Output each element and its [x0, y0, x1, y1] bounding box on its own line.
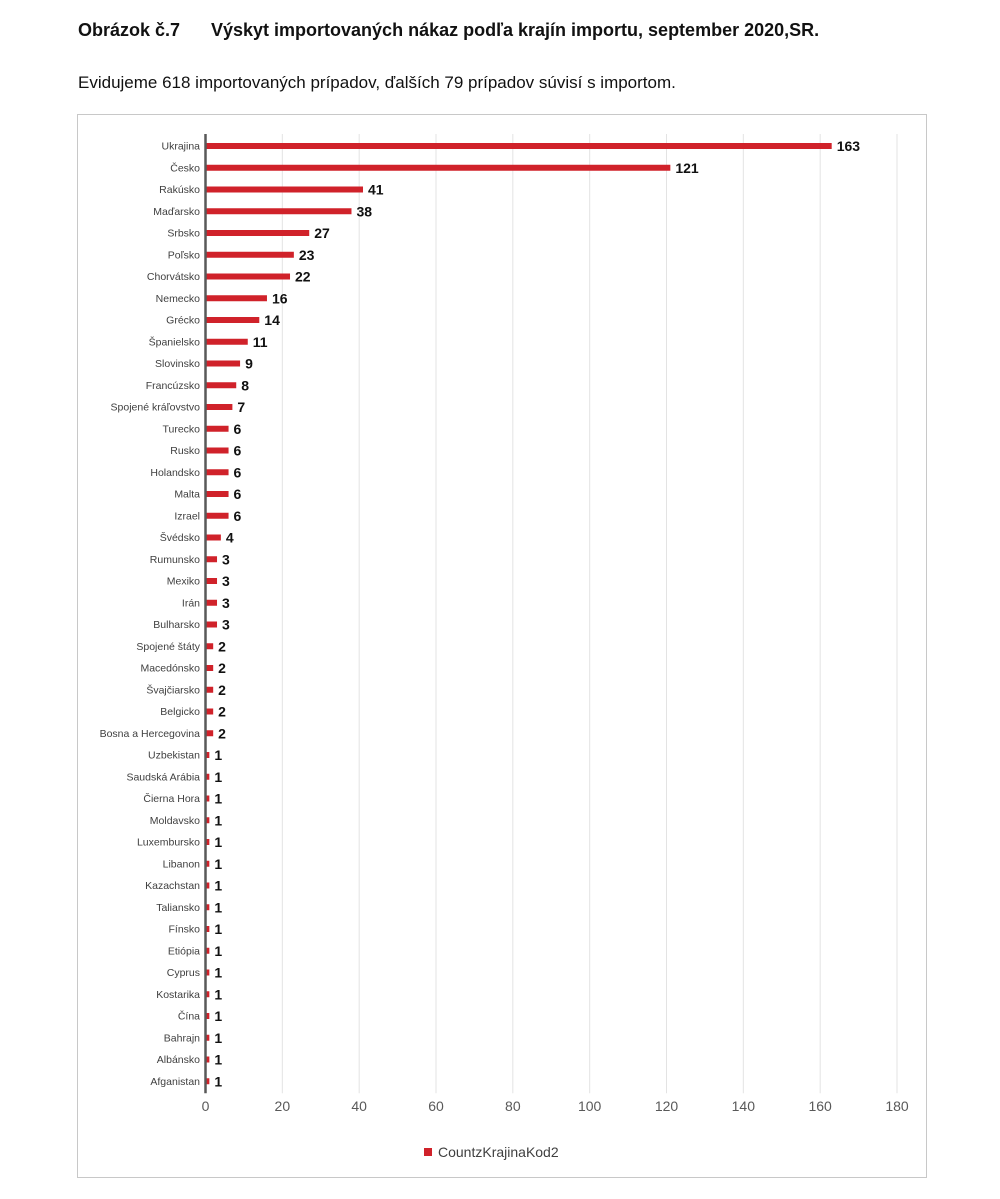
x-tick-label: 0 [201, 1098, 210, 1114]
category-label: Bosna a Hercegovina [99, 727, 200, 740]
data-label: 1 [214, 790, 223, 807]
category-label: Macedónsko [140, 662, 200, 675]
category-label: Poľsko [167, 249, 200, 262]
category-label: Albánsko [156, 1054, 200, 1066]
x-tick-label: 160 [808, 1098, 832, 1114]
data-label: 1 [214, 747, 223, 763]
bar [206, 535, 221, 541]
bar [206, 208, 352, 214]
bar [206, 187, 364, 193]
data-label: 1 [214, 1008, 223, 1024]
data-label: 1 [214, 1029, 223, 1046]
data-label: 163 [836, 138, 861, 154]
category-label: Rumunsko [149, 553, 200, 566]
bar [206, 578, 218, 584]
bar [206, 491, 229, 497]
bar [206, 513, 229, 519]
bar [206, 317, 260, 323]
data-label: 1 [214, 1073, 223, 1090]
bar [206, 339, 248, 345]
bar [206, 382, 237, 388]
data-label: 22 [295, 268, 311, 285]
category-label: Maďarsko [153, 205, 200, 218]
category-label: Grécko [166, 314, 200, 327]
figure-title-text: Výskyt importovaných nákaz podľa krajín importu, september 2020,SR. [211, 20, 820, 40]
x-tick-label: 120 [654, 1098, 679, 1114]
data-label: 1 [214, 899, 223, 916]
x-tick-label: 100 [577, 1098, 602, 1114]
data-label: 2 [218, 681, 226, 698]
figure-number: Obrázok č.7 [78, 20, 181, 40]
bar [206, 230, 310, 236]
category-label: Srbsko [167, 227, 200, 240]
x-tick-label: 180 [885, 1098, 909, 1114]
category-label: Rusko [170, 445, 200, 457]
category-label: Španielsko [148, 336, 200, 349]
category-label: Kostarika [156, 988, 200, 1001]
data-label: 1 [214, 834, 223, 850]
legend-swatch [424, 1148, 432, 1156]
category-label: Slovinsko [155, 358, 200, 370]
data-label: 1 [214, 1051, 223, 1068]
bar [206, 274, 291, 280]
data-label: 1 [214, 768, 223, 785]
category-label: Čína [177, 1010, 200, 1023]
category-label: Moldavsko [149, 814, 200, 827]
category-label: Spojené kráľovstvo [110, 401, 200, 414]
x-tick-label: 40 [351, 1098, 367, 1114]
bar [206, 556, 218, 562]
bar [206, 622, 218, 628]
data-label: 121 [675, 159, 699, 176]
bar [206, 295, 267, 301]
category-label: Fínsko [168, 923, 200, 936]
data-label: 1 [214, 942, 223, 959]
bar [206, 165, 671, 171]
x-tick-label: 20 [274, 1098, 291, 1114]
category-label: Rakúsko [159, 184, 200, 196]
category-label: Spojené štáty [136, 640, 200, 653]
data-label: 1 [214, 986, 223, 1003]
data-label: 2 [218, 660, 226, 676]
category-label: Ukrajina [161, 140, 200, 153]
category-label: Irán [181, 597, 200, 610]
data-label: 3 [222, 616, 230, 633]
data-label: 11 [252, 333, 268, 350]
data-label: 1 [214, 812, 223, 829]
data-label: 2 [218, 703, 226, 720]
data-label: 14 [264, 312, 280, 328]
category-label: Česko [170, 162, 200, 175]
data-label: 3 [222, 551, 230, 568]
category-label: Luxembursko [136, 836, 200, 849]
category-label: Holandsko [150, 466, 200, 479]
category-label: Etiópia [167, 945, 200, 958]
data-label: 8 [241, 377, 250, 394]
data-label: 16 [271, 290, 288, 307]
bar [206, 252, 294, 258]
category-label: Švédsko [159, 532, 200, 544]
bar [206, 404, 233, 410]
data-label: 6 [233, 420, 242, 437]
data-label: 1 [214, 921, 223, 937]
category-label: Kazachstan [145, 880, 200, 892]
category-label: Uzbekistan [148, 749, 200, 762]
category-label: Cyprus [166, 967, 200, 979]
category-label: Čierna Hora [143, 793, 200, 805]
x-tick-label: 60 [428, 1098, 444, 1114]
category-label: Taliansko [156, 901, 200, 914]
bar [206, 469, 229, 475]
category-label: Bulharsko [153, 619, 200, 631]
legend-label: CountzKrajinaKod2 [438, 1144, 559, 1160]
category-label: Švajčiarsko [146, 684, 200, 697]
category-label: Malta [174, 488, 200, 501]
category-label: Belgicko [160, 706, 200, 718]
data-label: 1 [214, 964, 223, 981]
x-tick-label: 80 [505, 1098, 521, 1114]
data-label: 23 [298, 246, 315, 263]
x-tick-label: 140 [731, 1098, 756, 1114]
data-label: 6 [233, 464, 242, 481]
category-label: Chorvátsko [146, 271, 200, 283]
data-label: 3 [222, 573, 230, 589]
data-label: 1 [214, 877, 223, 894]
category-label: Saudská Arábia [126, 771, 200, 784]
data-label: 2 [218, 638, 226, 655]
figure-subtitle: Evidujeme 618 importovaných prípadov, ďalších 79 prípadov súvisí s importom. [78, 73, 676, 92]
category-label: Nemecko [155, 292, 200, 305]
data-label: 7 [237, 399, 246, 415]
data-label: 3 [222, 594, 230, 611]
data-label: 41 [368, 181, 384, 198]
bar [206, 143, 832, 149]
data-label: 38 [356, 203, 373, 220]
data-label: 1 [214, 855, 223, 872]
data-label: 27 [314, 225, 330, 241]
data-label: 4 [225, 529, 234, 546]
data-label: 6 [233, 442, 242, 459]
category-label: Libanon [162, 858, 200, 871]
data-label: 2 [218, 725, 226, 742]
category-label: Francúzsko [145, 379, 200, 392]
data-label: 6 [233, 507, 242, 524]
category-label: Izrael [174, 510, 200, 523]
category-label: Bahrajn [163, 1032, 200, 1045]
category-label: Mexiko [166, 575, 200, 588]
bar [206, 361, 241, 367]
category-label: Afganistan [150, 1075, 200, 1088]
bar [206, 600, 218, 606]
category-label: Turecko [162, 423, 200, 436]
data-label: 9 [245, 355, 253, 372]
bar [206, 448, 229, 454]
bar [206, 426, 229, 432]
data-label: 6 [233, 486, 242, 502]
